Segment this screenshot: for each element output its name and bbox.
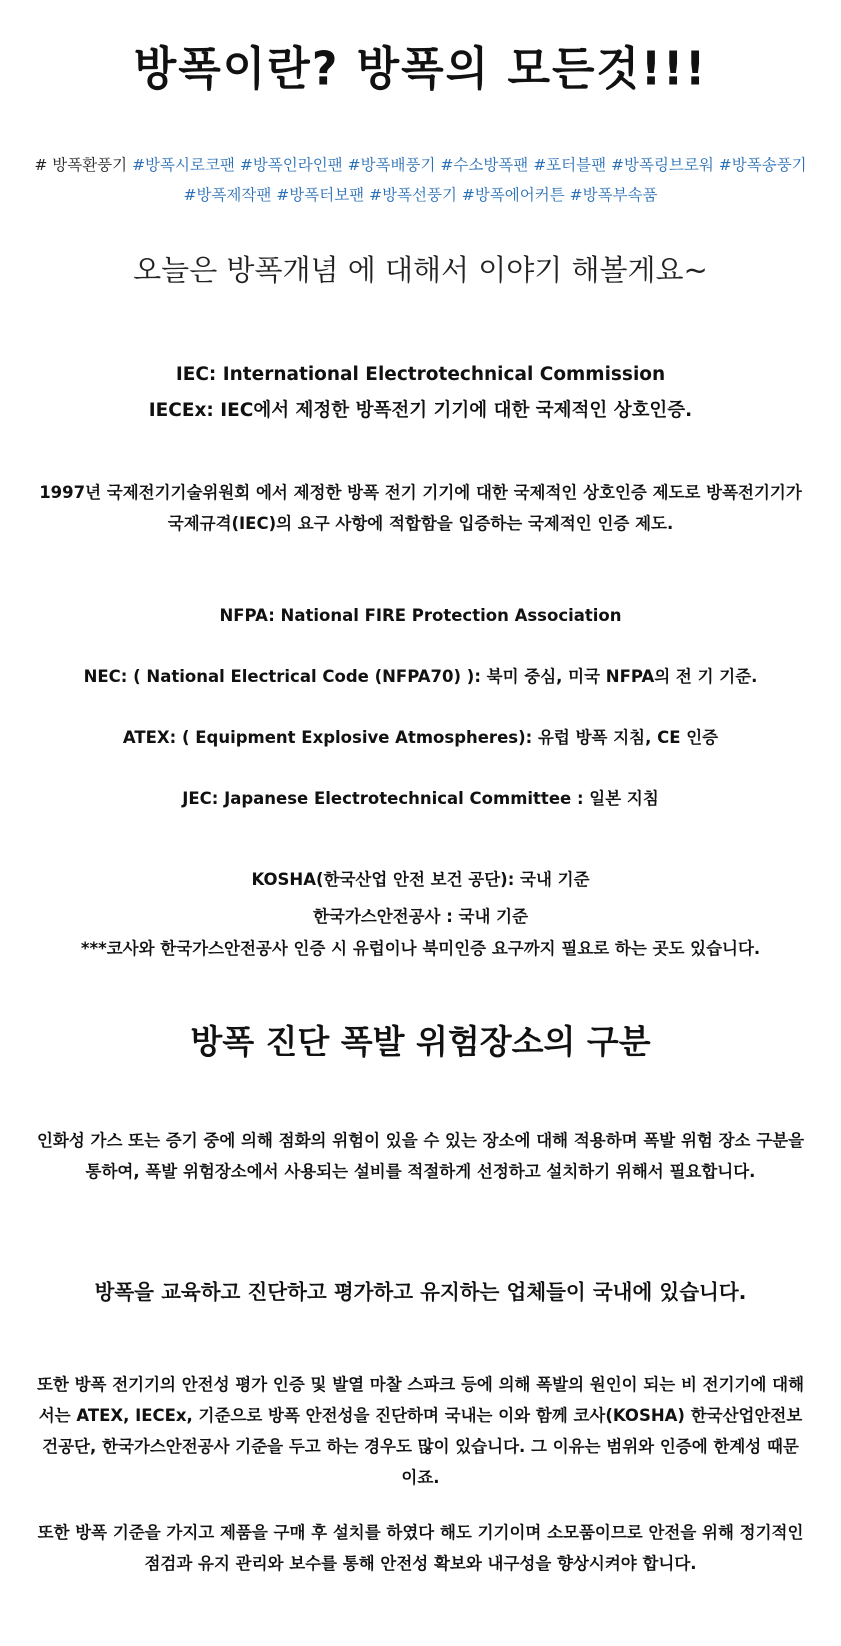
iec-definition: IEC: International Electrotechnical Commission [175, 364, 666, 385]
safety-assessment-paragraph: 또한 방폭 전기기의 안전성 평가 인증 및 발열 마찰 스파크 등에 의해 폭발의 원인이 되는 비 전기기에 대해서는 ATEX, IECEx, 기준으로 방폭 안전성을 진단하며 국내는 이와 함께 코사(KOSHA) 한국산업안전보건공단, 한국가스안전공사 기준을 두고 하는 경우도 많이 있습니다. 그 이유는 범위와 인증에 한계성 때문이죠. [36, 1375, 805, 1487]
maintenance-paragraph: 또한 방폭 기준을 가지고 제품을 구매 후 설치를 하였다 해도 기기이며 소모품이므로 안전을 위해 정기적인 점검과 유지 관리와 보수를 통해 안전성 확보와 내구성을 향상시켜야 합니다. [37, 1523, 804, 1573]
hashtag-link[interactable]: #방폭선풍기 [369, 186, 457, 204]
hashtag-link[interactable]: #포터블팬 [533, 156, 607, 174]
iecex-description: 1997년 국제전기기술위원회 에서 제정한 방폭 전기 기기에 대한 국제적인 상호인증 제도로 방폭전기기가 국제규격(IEC)의 요구 사항에 적합함을 입증하는 국제적인 인증 제도. [39, 483, 802, 533]
section-heading: 방폭 진단 폭발 위험장소의 구분 [190, 1022, 651, 1061]
subtitle: 오늘은 방폭개념 에 대해서 이야기 해볼게요~ [133, 253, 708, 287]
statement-line: 방폭을 교육하고 진단하고 평가하고 유지하는 업체들이 국내에 있습니다. [94, 1280, 747, 1304]
hashtag-link[interactable]: #수소방폭팬 [440, 156, 529, 174]
hashtag-list [30, 150, 811, 210]
hashtag-link[interactable]: #방폭인라인팬 [239, 156, 343, 174]
hazard-area-paragraph: 인화성 가스 또는 증기 중에 의해 점화의 위험이 있을 수 있는 장소에 대해 적용하며 폭발 위험 장소 구분을 통하여, 폭발 위험장소에서 사용되는 설비를 적절하게 선정하고 설치하기 위해서 필요합니다. [36, 1131, 805, 1181]
certification-note: ***코사와 한국가스안전공사 인증 시 유럽이나 북미인증 요구까지 필요로 하는 곳도 있습니다. [80, 939, 761, 958]
nfpa-definition: NFPA: National FIRE Protection Association [219, 606, 622, 625]
kosha-definition: KOSHA(한국산업 안전 보건 공단): 국내 기준 [251, 870, 590, 889]
hashtag-link[interactable]: #방폭시로코팬 [132, 156, 235, 174]
nec-definition: NEC: ( National Electrical Code (NFPA70) ): 북미 중심, 미국 NFPA의 전 기 기준. [83, 667, 758, 686]
hashtag-link[interactable]: #방폭배풍기 [347, 156, 436, 174]
hashtag-link[interactable]: #방폭에어커튼 [461, 186, 565, 204]
hashtag-link[interactable]: #방폭제작팬 [183, 186, 272, 204]
hashtag-link[interactable]: #방폭송풍기 [718, 156, 807, 174]
atex-definition: ATEX: ( Equipment Explosive Atmospheres): 유럽 방폭 지침, CE 인증 [122, 728, 719, 747]
hashtag-link[interactable]: #방폭부속품 [569, 186, 658, 204]
iecex-definition: IECEx: IEC에서 제정한 방폭전기 기기에 대한 국제적인 상호인증. [148, 400, 693, 421]
page-title: 방폭이란? 방폭의 모든것!!! [133, 42, 708, 97]
gas-safety-definition: 한국가스안전공사 : 국내 기준 [312, 907, 529, 926]
hashtag-link[interactable]: #방폭터보팬 [276, 186, 365, 204]
hashtag-plain: # 방폭환풍기 [34, 156, 128, 174]
hashtag-link[interactable]: #방폭링브로워 [611, 156, 714, 174]
jec-definition: JEC: Japanese Electrotechnical Committee : 일본 지침 [182, 789, 659, 808]
